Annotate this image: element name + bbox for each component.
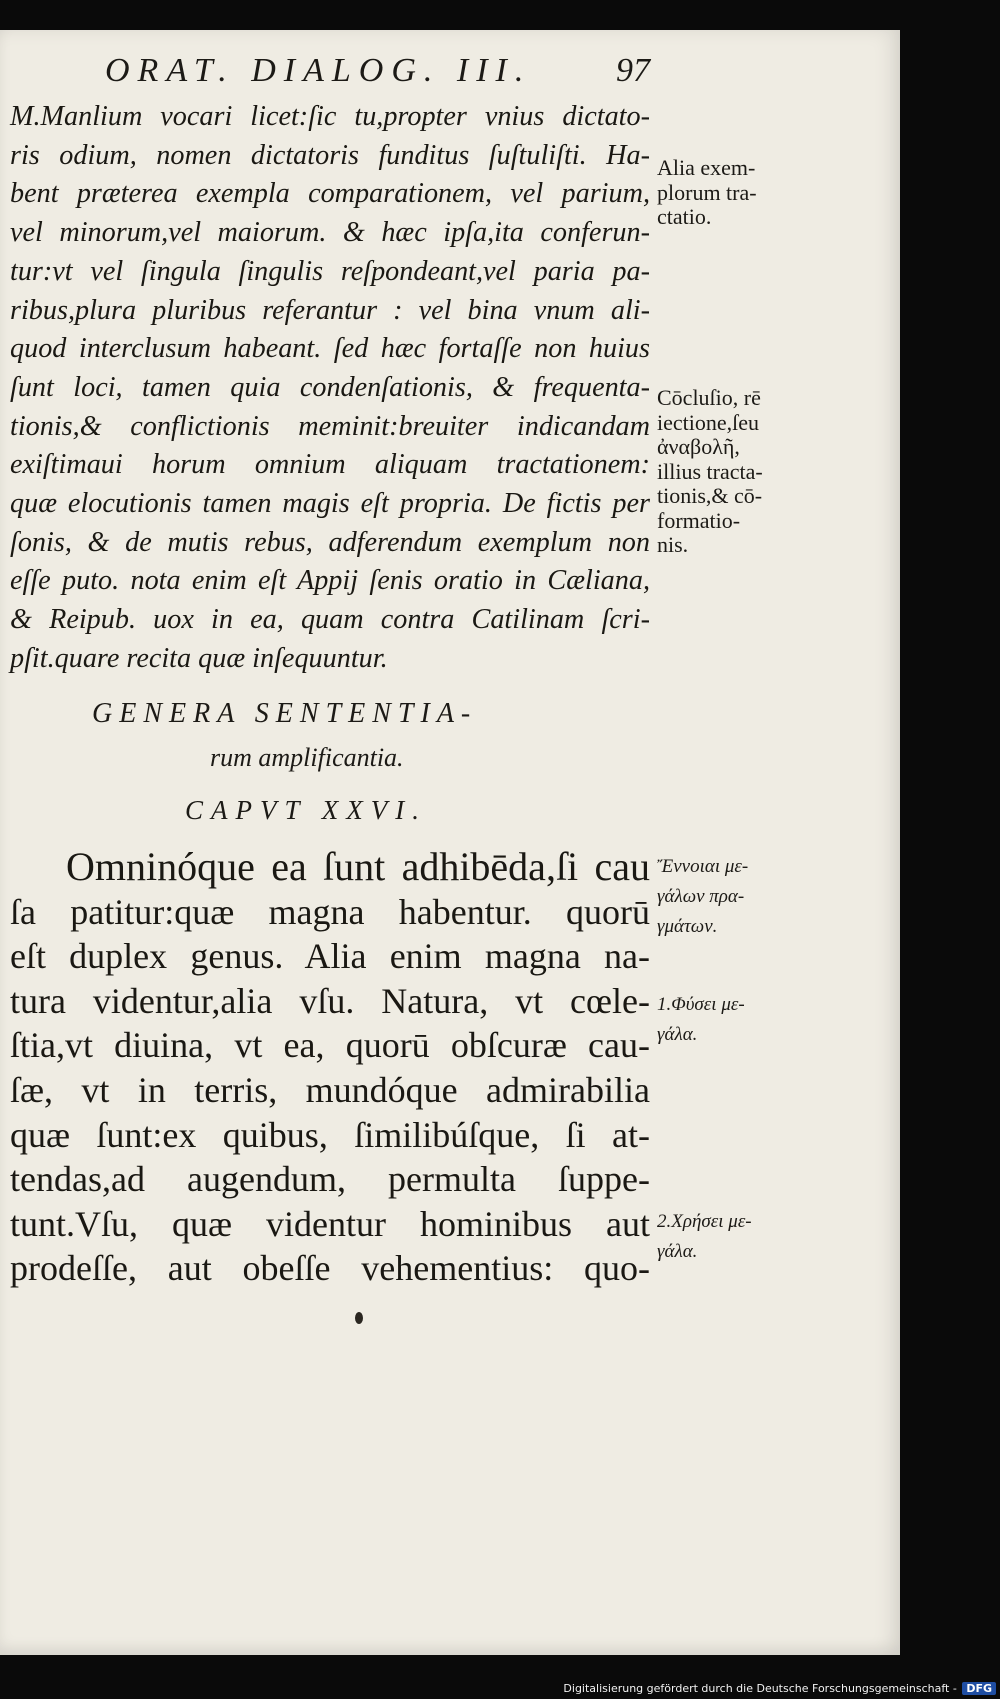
text-line: eſſe puto. nota enim eſt Appij ſenis oratio in Cæliana, — [10, 565, 650, 597]
margin-note-line: formatio- — [657, 507, 741, 533]
margin-note-line: 2.Χρήσει με- — [657, 1211, 752, 1232]
text-line: exiſtimaui horum omnium aliquam tractationem: — [10, 449, 650, 481]
margin-note-line: Alia exem- — [657, 155, 756, 180]
margin-note-greek — [657, 852, 832, 942]
margin-note-line: γάλα. — [657, 1024, 698, 1045]
text-line: bent præterea exempla comparationem, vel parium, — [10, 178, 650, 210]
margin-note-line: γμάτων. — [657, 916, 718, 937]
chapter-heading: CAPVT XXVI. — [185, 795, 427, 825]
text-line: tendas,ad augendum, permulta ſuppe- — [10, 1159, 650, 1200]
margin-note-greek — [657, 1207, 832, 1267]
text-line: ſæ, vt in terris, mundóque admirabilia — [10, 1069, 650, 1110]
text-line: ſa patitur:quæ magna habentur. quorū — [10, 891, 650, 932]
text-line: ris odium, nomen dictatoris funditus ſuſtuliſti. Ha- — [10, 139, 650, 171]
margin-note-line: plorum tra- — [657, 179, 757, 205]
text-line: ribus,plura pluribus referantur : vel bina vnum ali- — [10, 294, 650, 326]
margin-note-line: iectione,ſeu — [657, 409, 760, 435]
text-line: pſit.quare recita quæ inſequuntur. — [10, 642, 388, 674]
section-heading-continued: rum amplificantia. — [210, 743, 404, 772]
text-line: tionis,& conflictionis meminit:breuiter indicandam — [10, 410, 650, 442]
text-line: tura videntur,alia vſu. Natura, vt cœle- — [10, 980, 650, 1021]
dfg-logo: DFG — [962, 1682, 996, 1695]
text-line: ſunt loci, tamen quia condenſationis, & frequenta- — [10, 371, 650, 403]
text-line: Omninóque ea ſunt adhibēda,ſi cau — [66, 844, 650, 889]
text-line: & Reipub. uox in ea, quam contra Catilinam ſcri- — [10, 604, 650, 636]
text-line: tunt.Vſu, quæ videntur hominibus aut — [10, 1203, 650, 1244]
text-line: vel minorum,vel maiorum. & hæc ipſa,ita conferun- — [10, 217, 650, 249]
margin-note-line: Ἔννοιαι με- — [657, 856, 749, 877]
text-line: quod interclusum habeant. ſed hæc fortaſſe non huius — [10, 333, 650, 365]
text-line: quæ elocutionis tamen magis eſt propria. De fictis per — [10, 488, 650, 520]
margin-note-line: ἀναβολῆ, — [657, 434, 740, 459]
text-line: prodeſſe, aut obeſſe vehementius: quo- — [10, 1248, 650, 1289]
section-heading: GENERA SENTENTIA- — [92, 698, 478, 729]
ink-mark — [355, 1312, 363, 1324]
text-line: M.Manlium vocari licet:ſic tu,propter vnius dictato- — [10, 101, 650, 132]
margin-note-line: tionis,& cō- — [657, 483, 763, 508]
text-line: quæ ſunt:ex quibus, ſimilibúſque, ſi at- — [10, 1114, 650, 1155]
margin-note-line: illius tracta- — [657, 458, 763, 484]
margin-note-line: nis. — [657, 532, 689, 557]
margin-note-line: γάλα. — [657, 1241, 698, 1262]
main-text-roman — [10, 845, 650, 1291]
running-header — [105, 52, 650, 98]
digitization-footer — [563, 1682, 996, 1695]
margin-note-line: 1.Φύσει με- — [657, 994, 745, 1015]
text-line: ſonis, & de mutis rebus, adferendum exemplum non — [10, 526, 650, 558]
text-line: eſt duplex genus. Alia enim magna na- — [10, 936, 650, 977]
margin-note-greek — [657, 990, 832, 1050]
running-title: ORAT. DIALOG. III. — [105, 52, 532, 89]
margin-note-line: γάλων πρα- — [657, 886, 745, 907]
margin-note — [657, 156, 832, 230]
margin-note — [657, 386, 832, 558]
main-text-italic — [10, 98, 650, 679]
text-line: ſtia,vt diuina, vt ea, quorū obſcuræ cau- — [10, 1025, 650, 1066]
margin-note-line: ctatio. — [657, 204, 712, 229]
text-line: tur:vt vel ſingula ſingulis reſpondeant,vel paria pa- — [10, 255, 650, 287]
footer-credit: Digitalisierung gefördert durch die Deutsche Forschungsgemeinschaft - — [563, 1682, 957, 1695]
margin-note-line: Cōcluſio, rē — [657, 385, 761, 410]
page-number: 97 — [616, 52, 650, 89]
